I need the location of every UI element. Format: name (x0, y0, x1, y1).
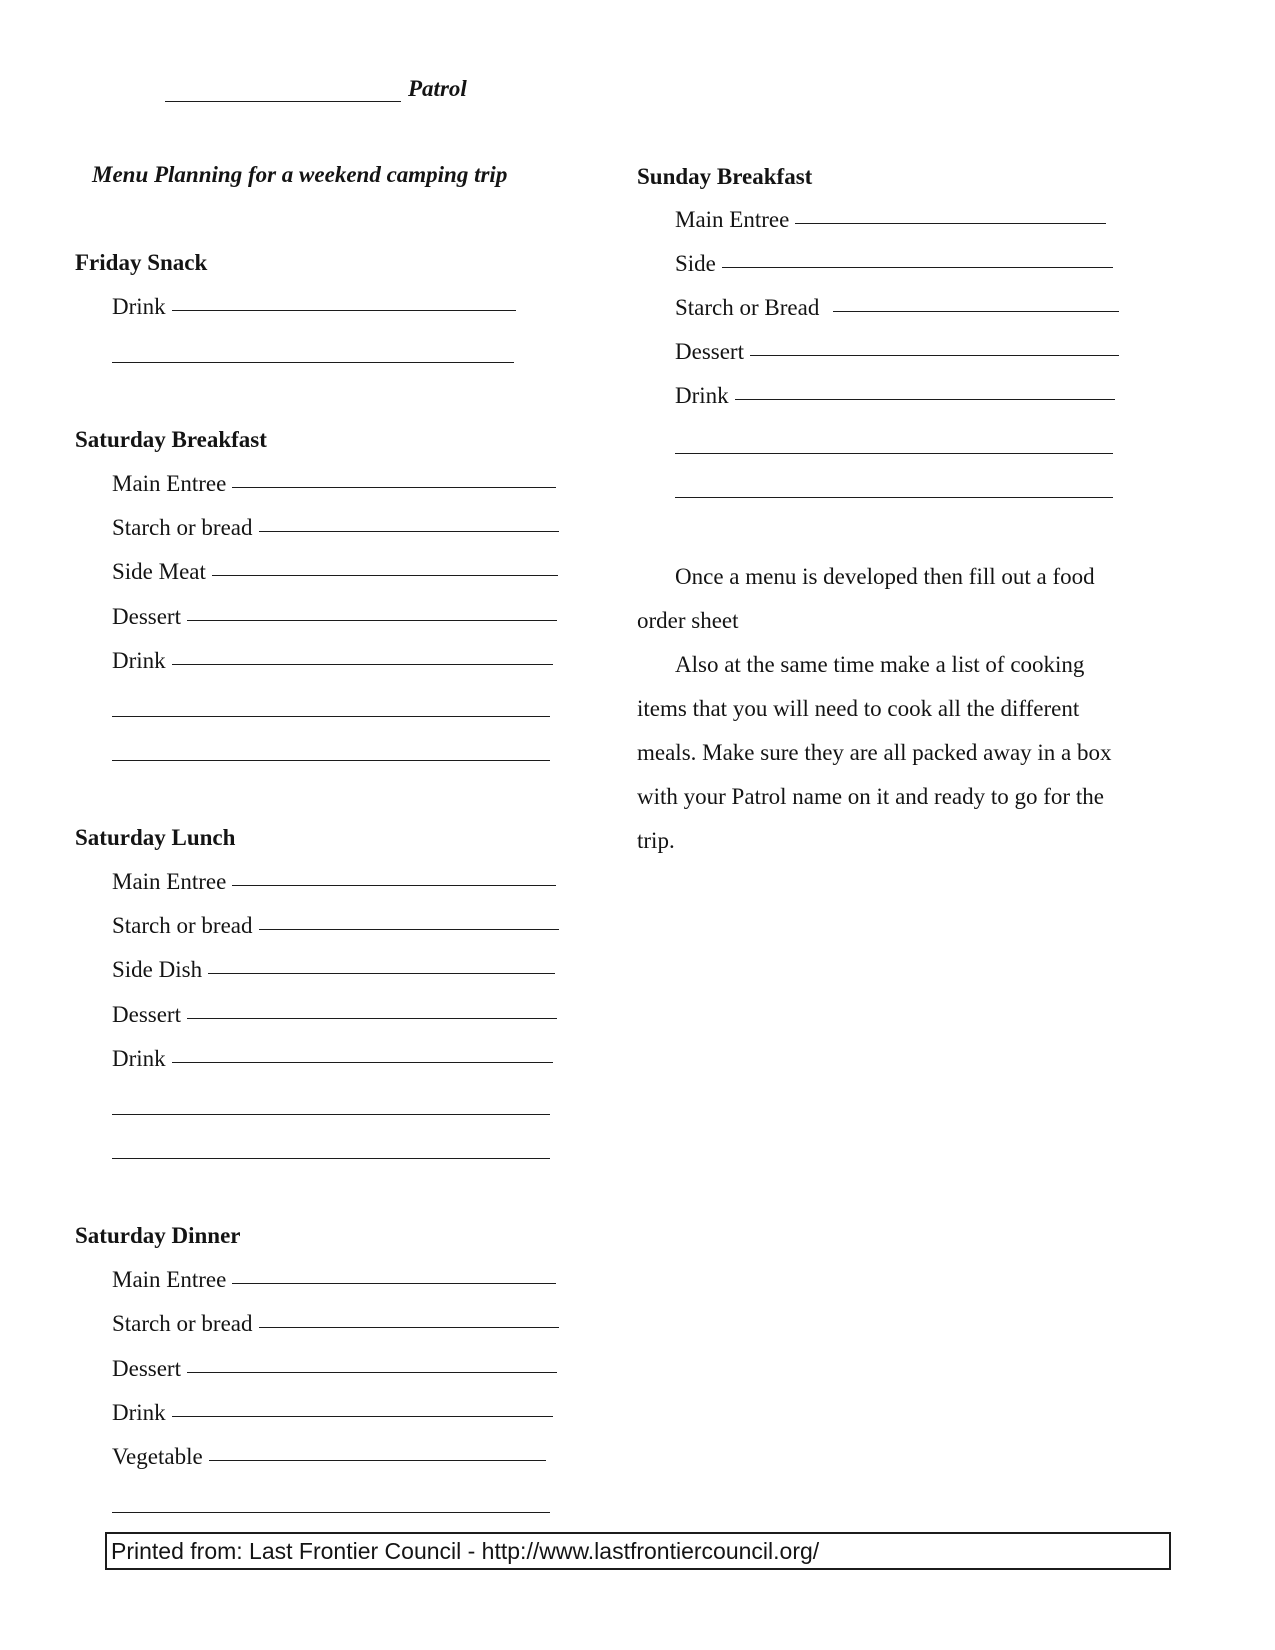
saturday-lunch-extra-line-1[interactable] (112, 1114, 550, 1115)
field-label: Dessert (112, 604, 181, 629)
saturday-breakfast-main-entree-field[interactable] (112, 471, 556, 497)
saturday-breakfast-drink-field[interactable] (112, 648, 553, 674)
fill-in-line[interactable] (232, 487, 556, 488)
saturday-dinner-starch-field[interactable] (112, 1311, 559, 1337)
field-label: Vegetable (112, 1444, 203, 1469)
fill-in-line[interactable] (259, 929, 560, 930)
saturday-lunch-starch-field[interactable] (112, 913, 559, 939)
fill-in-line[interactable] (259, 1327, 560, 1328)
fill-in-line[interactable] (232, 1283, 556, 1284)
sunday-breakfast-side-field[interactable] (675, 251, 1113, 277)
saturday-lunch-main-entree-field[interactable] (112, 869, 556, 895)
field-label: Side (675, 251, 716, 276)
fill-in-line[interactable] (735, 399, 1115, 400)
patrol-name-line[interactable] (165, 101, 401, 102)
fill-in-line[interactable] (187, 1372, 557, 1373)
sunday-breakfast-extra-line-1[interactable] (675, 453, 1113, 454)
fill-in-line[interactable] (172, 1062, 553, 1063)
sunday-breakfast-dessert-field[interactable] (675, 339, 1119, 365)
fill-in-line[interactable] (232, 885, 556, 886)
fill-in-line[interactable] (833, 311, 1119, 312)
sunday-breakfast-main-entree-field[interactable] (675, 207, 1106, 233)
saturday-dinner-main-entree-field[interactable] (112, 1267, 556, 1293)
saturday-dinner-drink-field[interactable] (112, 1400, 553, 1426)
field-label: Drink (675, 383, 729, 408)
saturday-breakfast-side-meat-field[interactable] (112, 559, 558, 585)
field-label: Main Entree (675, 207, 790, 232)
instructions (637, 555, 1127, 863)
saturday-breakfast-starch-field[interactable] (112, 515, 559, 541)
field-label: Dessert (112, 1356, 181, 1381)
field-label: Dessert (112, 1002, 181, 1027)
field-label: Side Meat (112, 559, 206, 584)
fill-in-line[interactable] (209, 1460, 546, 1461)
field-label: Main Entree (112, 1267, 227, 1292)
section-heading-saturday-dinner: Saturday Dinner (75, 1223, 241, 1248)
fill-in-line[interactable] (795, 223, 1106, 224)
saturday-dinner-dessert-field[interactable] (112, 1356, 557, 1382)
footer-text: Printed from: Last Frontier Council - http://www.lastfrontiercouncil.org/ (111, 1538, 820, 1564)
instruction-paragraph-cooking-items: Also at the same time make a list of cooking items that you will need to cook all the different meals. Make sure they are all packed away in a box with your Patrol name on it and ready to go for the trip. (637, 652, 1112, 853)
instruction-paragraph-food-order: Once a menu is developed then fill out a food order sheet (637, 564, 1095, 633)
saturday-lunch-drink-field[interactable] (112, 1046, 553, 1072)
field-label: Main Entree (112, 471, 227, 496)
fill-in-line[interactable] (208, 973, 555, 974)
saturday-dinner-extra-line[interactable] (112, 1512, 550, 1513)
fill-in-line[interactable] (750, 355, 1119, 356)
saturday-breakfast-extra-line-1[interactable] (112, 716, 550, 717)
section-heading-friday-snack: Friday Snack (75, 250, 208, 275)
field-label: Drink (112, 1046, 166, 1071)
friday-snack-extra-line[interactable] (112, 362, 514, 363)
field-label: Starch or bread (112, 515, 253, 540)
field-label: Drink (112, 1400, 166, 1425)
field-label: Dessert (675, 339, 744, 364)
fill-in-line[interactable] (187, 620, 557, 621)
section-heading-sunday-breakfast: Sunday Breakfast (637, 164, 813, 189)
field-label: Side Dish (112, 957, 203, 982)
field-label: Starch or bread (112, 913, 253, 938)
saturday-lunch-side-dish-field[interactable] (112, 957, 555, 983)
sunday-breakfast-drink-field[interactable] (675, 383, 1115, 409)
field-label: Starch or bread (112, 1311, 253, 1336)
saturday-breakfast-extra-line-2[interactable] (112, 760, 550, 761)
fill-in-line[interactable] (187, 1018, 557, 1019)
field-label: Main Entree (112, 869, 227, 894)
saturday-lunch-dessert-field[interactable] (112, 1002, 557, 1028)
sunday-breakfast-extra-line-2[interactable] (675, 497, 1113, 498)
fill-in-line[interactable] (722, 267, 1113, 268)
page-subtitle: Menu Planning for a weekend camping trip (92, 162, 508, 187)
fill-in-line[interactable] (212, 575, 558, 576)
saturday-breakfast-dessert-field[interactable] (112, 604, 557, 630)
friday-snack-drink-field[interactable] (112, 294, 516, 320)
section-heading-saturday-lunch: Saturday Lunch (75, 825, 236, 850)
field-label: Drink (112, 648, 166, 673)
sunday-breakfast-starch-field[interactable] (675, 295, 1119, 321)
section-heading-saturday-breakfast: Saturday Breakfast (75, 427, 267, 452)
saturday-dinner-vegetable-field[interactable] (112, 1444, 546, 1470)
saturday-lunch-extra-line-2[interactable] (112, 1158, 550, 1159)
fill-in-line[interactable] (172, 1416, 553, 1417)
fill-in-line[interactable] (172, 664, 553, 665)
fill-in-line[interactable] (259, 531, 560, 532)
printed-from-footer (105, 1532, 1171, 1570)
field-label: Drink (112, 294, 166, 319)
field-label: Starch or Bread (675, 295, 820, 320)
fill-in-line[interactable] (172, 310, 516, 311)
patrol-label: Patrol (408, 76, 467, 101)
